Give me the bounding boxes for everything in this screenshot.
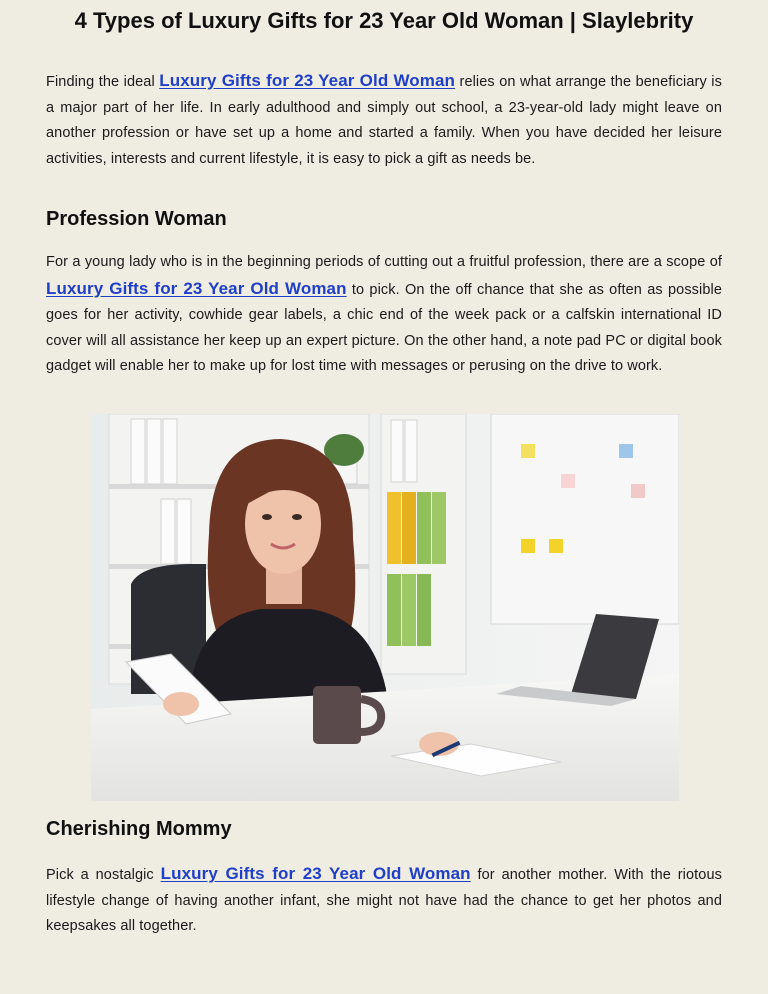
section-heading-mommy: Cherishing Mommy [46,818,232,840]
mommy-text-before: Pick a nostalgic [46,867,161,883]
intro-paragraph [46,68,722,172]
mommy-text-after: for another mother. With the riotous lifestyle change of having another infant, she might not have had the chance to get her photos and keepsakes all together. [46,867,722,934]
profession-text-before: For a young lady who is in the beginning periods of cutting out a fruitful profession, there are a scope of [46,254,722,270]
section-heading-profession: Profession Woman [46,208,227,230]
office-scene-illustration [91,414,679,801]
profession-keyword-link[interactable]: Luxury Gifts for 23 Year Old Woman [46,278,347,298]
mommy-paragraph [46,861,722,940]
intro-text-after: relies on what arrange the beneficiary is a major part of her life. In early adulthood and simply out school, a 23-year-old lady might leave on another profession or have set up a home and started a family. When you have decided her leisure activities, interests and current lifestyle, it is easy to pick a gift as needs be. [46,74,722,167]
office-woman-photo [91,414,679,801]
profession-paragraph [46,250,722,380]
page-title: 4 Types of Luxury Gifts for 23 Year Old Woman | Slaylebrity [74,8,694,33]
mommy-keyword-link[interactable]: Luxury Gifts for 23 Year Old Woman [160,864,471,883]
profession-text-after: to pick. On the off chance that she as often as possible goes for her activity, cowhide gear labels, a chic end of the week pack or a calfskin international ID cover will all assistance her keep up an expert picture. On the other hand, a note pad PC or digital book gadget will enable her to make up for lost time with messages or perusing on the drive to work. [46,281,722,374]
intro-text-before: Finding the ideal [46,74,160,90]
intro-keyword-link[interactable]: Luxury Gifts for 23 Year Old Woman [159,71,456,90]
